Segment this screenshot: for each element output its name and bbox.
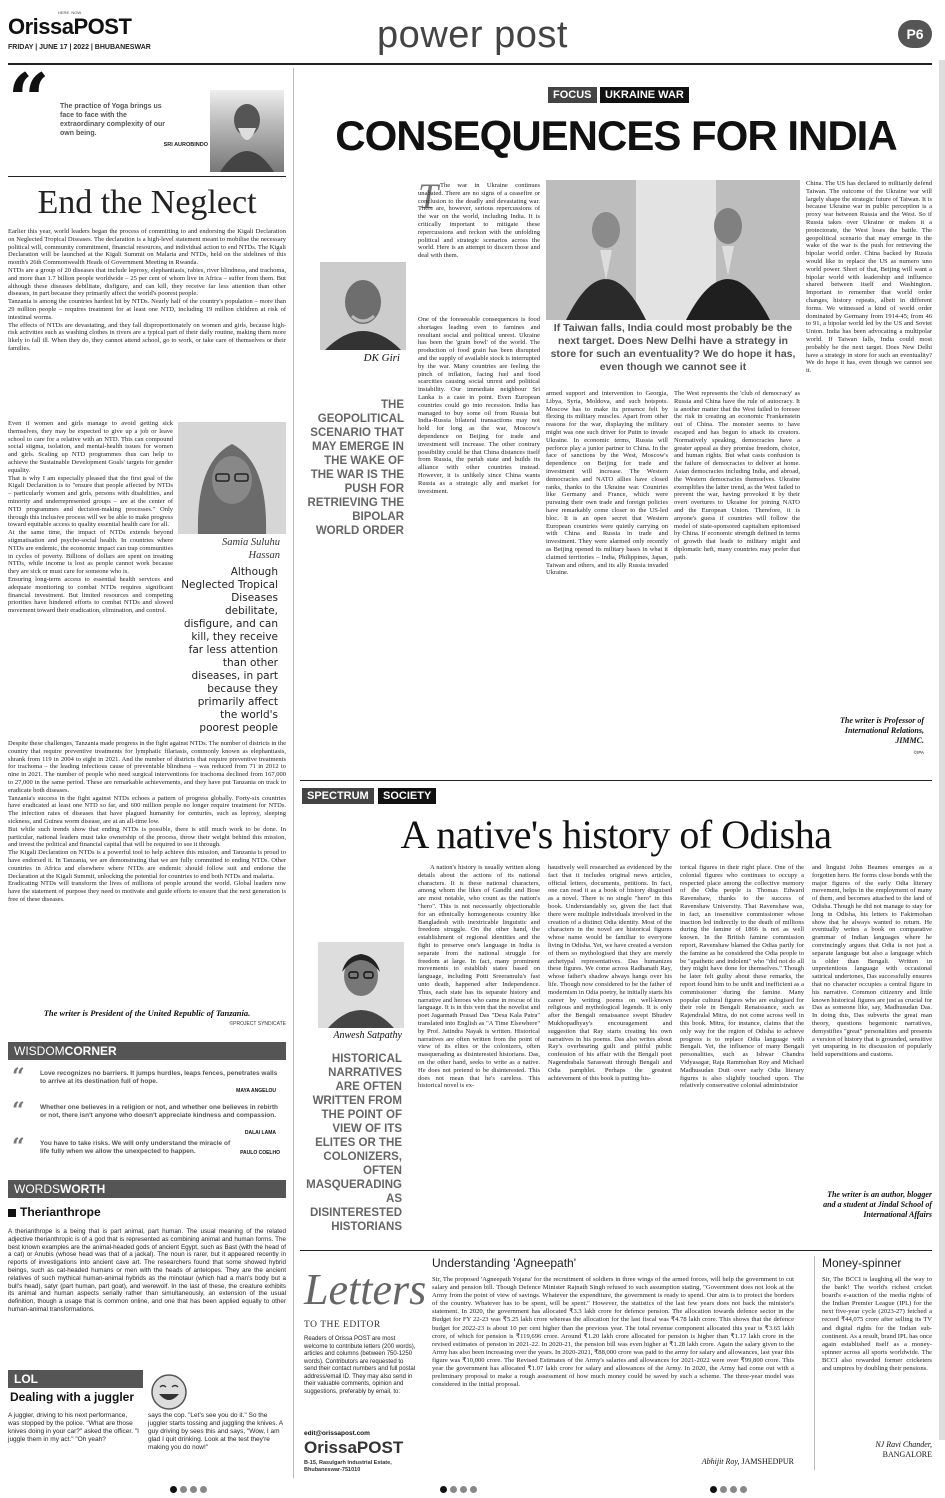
registration-marks — [710, 1486, 747, 1493]
focus-credit: ©IPA — [913, 750, 924, 755]
editorial-byline: Samia Suluhu Hassan — [221, 537, 280, 561]
word-bullet-icon — [8, 1209, 16, 1217]
editorial-para: Tanzania is among the countries hardest hit by NTDs. Nearly half of the country's population – more than 29 million people – requires treatment for at least one NTD, including 19 million children at risk of intestinal worms. — [8, 298, 286, 321]
focus-tag: FOCUS — [548, 87, 597, 103]
letter1-signature — [660, 1457, 794, 1466]
section-rule — [300, 1250, 932, 1251]
focus-headline: CONSEQUENCES FOR INDIA — [335, 112, 897, 159]
editorial-pullquote: Although Neglected Tropical Diseases debilitate, disfigure, and can kill, they receive far less attention than other diseases, in part because they primarily affect the world's poorest people — [181, 566, 278, 734]
lol-text-right: says the cop. "Let's see you do it." So the juggler starts tossing and juggling the knives. A guy driving by sees this and says, "Wow, I am glad I quit drinking. Look at the test they're making you do now!" — [148, 1412, 283, 1451]
masthead-rule — [8, 63, 932, 65]
editorial-para: Even if women and girls manage to avoid getting sick themselves, they may be expected to give up a job or leave school to care for a relative with an NTD. This can compound social stigma, isolation, and mental-health issues for women and girls. Scaling up NTD programmes thus can help to achieve the Sustainable Development Goals' targets for gender equality. — [8, 420, 173, 474]
letter2-place: BANGALORE — [882, 1450, 932, 1459]
word-definition: A therianthrope is a being that is part animal, part human. The usual meaning of the related adjective therianthropic is of a god that is represented as combining animal and human forms. The best known examples are the animal-headed gods of ancient Egypt, such as Bast (with the head of a cat) or Anubis (whose head was that of a jackal). The noun is rarer, but it appeared recently in reports of investigations into ancient cave art. The researchers found that some showed hybrid beings, such as cat-headed humans or men with the heads of antelopes. They are the ancient relatives of such mythical human-animal hybrids as the minotaur (which had a man's body but a bull's head), satyr (part human, part goat), and werewolf. In the last of these, the creature exhibits its animal and human aspects serially rather than simultaneously, an extension of the usual definition, though a usage that is common online, and one that has been applied equally to other human-animal transformations. — [8, 1228, 286, 1313]
letter2-title: Money-spinner — [822, 1256, 902, 1270]
editorial-para: But while such trends show that ending NTDs is possible, there is still much work to be done. In particular, national leaders must take ownership of the process, throw their weight behind this mission, and invest the political and financial capital that will be required to see it through. — [8, 825, 286, 849]
lol-box — [8, 1370, 286, 1480]
letters-title: Letters — [304, 1265, 427, 1314]
dropcap-t: T — [418, 176, 439, 216]
wisdom-quote-author: MAYA ANGELOU — [236, 1088, 276, 1094]
editorial-para: Ensuring long-term access to essential health services and adequate monitoring to combat NTDs requires significant financial investment. But limited resources and competing priorities have hindered efforts to combat NTDs and slowed movement toward their eradication, elimination, and control. — [8, 575, 173, 615]
letters-info: Readers of Orissa POST are most welcome to contribute letters (200 words), articles and columns (between 750-1250 words). Contributors are requested to send their contact numbers and full postal address/email ID. They may also send in their valuable comments, opinion and suggestions, preferably by email, to: — [304, 1336, 416, 1395]
letters-email[interactable]: edit@orissapost.com — [304, 1430, 370, 1437]
wisdom-header — [8, 1042, 286, 1060]
quote-author: SRI AUROBINDO — [163, 142, 208, 148]
quote-box — [8, 57, 286, 172]
page-number-badge: P6 — [898, 20, 932, 48]
brand-logo: OrissaPOST — [8, 14, 132, 39]
word-title: Therianthrope — [20, 1205, 101, 1219]
spectrum-col1: A nation's history is usually written along details about the actions of its national characters. It is these national characters, among whom the likes of Gandhi and Bose are most notable, who count as the nation's "hero". This is not necessarily objectionable for an ethnically homogeneous country like Bangladesh with inextricable linguistic and freedom struggle. On the other hand, the establishment of regional identities and the fight to preserve one's language in India is separate from the national struggle for freedom at large. In fact, many prominent movements to establish states based on language, including Potti Sreeramulu's fast unto death, happened after Independence. Thus, each state has its separate history and narrative and heroes who came in rescue of its language. It is in this vein that the novelist and poet Jagannath Prasad Das "Desa Kala Patra" translated into English as "A Time Elsewhere" by Prof. Jatindra Nayak is written. Historical narratives are often written from the point of view of its elites or the colonizers, often masquerading as disinterested historians. Das, on the other hand, seeks to write as a native. He does not pretend to be disinterested. This does not mean that he's careless. This historical novel is ex- — [418, 864, 540, 1090]
focus-col1: The war in Ukraine continues unabated. There are no signs of a ceasefire or conclusion to the deadly and devastating war. There are, however, serious repercussions of the war on the world, including India. It is critically important to mitigate these repercussions and reckon with the unfolding political and strategic scenarios across the world. Here is an attempt to discern those and deal with them. — [418, 182, 540, 260]
letter2-signature — [822, 1440, 932, 1460]
editorial-title: End the Neglect — [37, 184, 257, 221]
wisdom-quote-text: Whether one believes in a religion or not, and whether one believes in rebirth or not, there isn't anyone who doesn't appreciate kindness and compassion. — [40, 1104, 279, 1119]
editorial-para: Tanzania's success in the fight against NTDs echoes a pattern of progress globally. Forty-six countries have eradicated at least one NTD so far, and 600 million people no longer require treatment for NTDs. The infection rates of diseases that have plagued humanity for centuries, such as leprosy, sleeping sickness, and Guinea worm disease, are at an all-time low. — [8, 794, 286, 825]
column-divider — [293, 68, 294, 1478]
editorial-para: Eradicating NTDs will transform the lives of millions of people around the world. Global leaders now have the statement of purpose they need to motivate and guide efforts to ensure that the next generation is free of these diseases. — [8, 880, 286, 903]
letter1-place: JAMSHEDPUR — [741, 1457, 794, 1466]
letters-subtitle: TO THE EDITOR — [304, 1320, 381, 1330]
wordsworth-header-light: WORDS — [14, 1182, 60, 1196]
editorial-body-left — [8, 420, 173, 738]
focus-footer: The writer is Professor of International Relations, JIMMC. — [840, 716, 924, 745]
editorial-body-full — [8, 228, 286, 420]
lol-text-left: A juggler, driving to his next performance, was stopped by the police. "What are those knives doing in your car?" asked the officer. "I juggle them in my act." "Oh yeah? — [8, 1412, 139, 1443]
focus-byline: DK Giri — [363, 352, 400, 364]
spectrum-subtag: SOCIETY — [378, 788, 436, 804]
editorial-para: At the same time, the impact of NTDs extends beyond stigmatisation and psycho-social health. In countries where NTDs are endemic, the economic impact can trap communities in cycles of poverty. Billions of dollars are spent on treating NTDs, while income is lost as people cannot work because they are sick or must care for someone who is. — [8, 529, 173, 576]
editorial-footer: The writer is President of the United Republic of Tanzania. — [43, 1008, 251, 1018]
focus-col5: China. The US has declared to militarily defend Taiwan. The outcome of the Ukraine war will largely shape the strategic future of Taiwan. It is because Ukraine war in public perception is a proxy war between Russia and the West. So if Russia takes over Ukraine or makes it a protectorate, the West loses the battle. The geopolitical scenario that may emerge in the wake of the war is the push for retrieving the bipolar world order. China backed by Russia would like to replace the US as numero uno world power. Short of that, Beijing will want a bipolar world with leadership and influence shared between itself and Washington. Important to remember that world order changes, history repeats, albeit in different forms. We witnessed a kind of world order dominated by Germany from 1914-45; from 46 to 91, a bipolar world led by the US and Soviet Union. India has been advocating a multipolar world. If Taiwan falls, India could most probably be the next target. Does New Delhi have a strategy in store for such an eventuality? We do hope it has, even though we cannot see it. — [806, 180, 932, 375]
quote-text: The practice of Yoga brings us face to face with the extraordinary complexity of our own being. — [60, 103, 166, 137]
focus-col4: The West represents the 'club of democracy' as Russia and China have the rule of autocracy. It is another matter that the West failed to foresee the risk in creating an economic Frankenstein out of China. The monster seems to have escaped and has begun to attack its creators. Normatively speaking, democracies have a greater appeal as they promise freedom, choice, and human rights. But what casts confusion is the failure of democracies to deliver at home. Asian democracies including India, and abroad, the Western democracies themselves. Ukraine exemplifies the latter trend, as the West failed to prevent the war, having provoked it by their overt overtures to Ukraine for joining NATO and the European Union. Therefore, it is anyone's guess if countries will follow the model of state-sponsored capitalism epitomised by China. If economic strength defined in terms of growth that leads to military might and diplomatic heft, many countries may prefer that path. — [674, 390, 800, 561]
quote-mark-icon: “ — [8, 57, 50, 142]
lol-title: Dealing with a juggler — [10, 1390, 135, 1404]
focus-col2: One of the foreseeable consequences is food shortages leading even to famines and resultant social and political unrest. Ukraine has been the 'grain bowl' of the world. The production of food grain has been disrupted and the supply of available stock is interrupted by the war. Many countries are feeling the pinch of inflation, facing fuel and food scarcities causing social unrest and political instability. Our immediate neighbour Sri Lanka is a case in point. Even European countries could go into recession. India has managed to buy some oil from Russia but India-Russia bilateral transactions may not hold for long as the war, Moscow's dependence on Beijing for trade and investment will increase. The other contrary possibility could be that China distances itself from Russia, the pariah state and builds its alliance with other countries instead. However, it is unlikely since China wants Russia as a strategic ally and market for investment. — [418, 316, 540, 495]
putin-xi-photo — [546, 180, 800, 320]
editorial-para: That is why I am especially pleased that the first goal of the Kigali Declaration is to "ensure that people affected by NTDs – particularly women and girls, persons with disabilities, and minority and underrepresented groups – are at the center of NTD programmes and decision-making processes." Only through this inclusive process will we be able to make progress toward equitable access to quality essential health care for all. — [8, 474, 173, 529]
focus-col3: armed support and intervention to Georgia, Libya, Syria, Moldova, and such hotspots. Moscow has to make its presence felt by flexing its military muscles. Apart from other reasons for the war, displaying the military might was one such driver for Putin to invade Ukraine. In economic terms, Russia will perforce play a junior partner to China. In the face of sanctions by the West, Moscow's dependence on Beijing for trade and investment will increase. The Western democracies and NATO allies have closed ranks, thanks to the Ukraine war. Countries like Germany and France, which were pursuing their own trade and foreign policies have remarkably come closer to the US-led bloc. It is an open secret that Western European countries were quietly carrying on with China and Russia in trade and investment. They were alarmed only recently as Beijing opened its military bases in what it claimed territories – India, Philippines, Japan, Taiwan and others, and its ally Russia invaded Ukraine. — [546, 390, 668, 577]
wordsworth-header-bold: WORTH — [60, 1182, 106, 1196]
spectrum-byline: Anwesh Satpathy — [333, 1030, 402, 1041]
registration-marks — [170, 1486, 207, 1493]
editorial-top-rule — [8, 176, 286, 177]
laughing-emoji-icon — [148, 1372, 190, 1412]
wisdom-quote-icon: “ — [12, 1098, 25, 1124]
section-title: power post — [377, 14, 568, 56]
editorial-para: The Kigali Declaration on NTDs is a powerful tool to help achieve this mission, and Tanzania is proud to have endorsed it. In Tanzania, we are demonstrating that we are fully committed to ending NTDs. Other countries in Africa and elsewhere where NTDs are endemic should follow suit and endorse the Declaration at the Kigali Summit, unlocking the potential for countries to end both NTDs and malaria. — [8, 849, 286, 880]
anwesh-satpathy-portrait — [318, 942, 404, 1028]
focus-pullquote: THE GEOPOLITICAL SCENARIO THAT MAY EMERGE IN THE WAKE OF THE WAR IS THE PUSH FOR RETRIEVING THE BIPOLAR WORLD ORDER — [307, 399, 404, 537]
brand-tagline: HERE. NOW. — [58, 10, 83, 15]
wisdom-quote-text: You have to take risks. We will only understand the miracle of life fully when we allow the unexpected to happen. — [40, 1140, 231, 1155]
wisdom-header-bold: CORNER — [64, 1044, 117, 1058]
section-rule — [300, 780, 932, 781]
letter1-title: Understanding 'Agneepath' — [432, 1256, 577, 1270]
letter1-sign: Abhijit Roy, — [701, 1457, 740, 1466]
masthead — [0, 0, 945, 60]
spectrum-pullquote: HISTORICAL NARRATIVES ARE OFTEN WRITTEN FROM THE POINT OF VIEW OF ITS ELITES OR THE COLONIZERS, OFTEN MASQUERADING AS DISINTERESTED HISTORIANS — [306, 1053, 402, 1233]
wisdom-header-light: WISDOM — [14, 1044, 65, 1058]
spectrum-footer: The writer is an author, blogger and a student at Jindal School of International Affairs — [823, 1190, 932, 1219]
editorial-para: NTDs are a group of 20 diseases that include leprosy, elephantiasis, rabies, river blindness, and trachoma, and more than 1.7 billion people worldwide – 25 per cent of whom live in Africa – suffer from them. But although these diseases debilitate, disfigure, and can kill, they receive far less attention than other diseases, in part because they primarily affect the world's poorest people. — [8, 266, 286, 298]
spectrum-headline: A native's history of Odisha — [400, 812, 832, 857]
spectrum-col3: torical figures in their right place. One of the colonial figures who continues to occupy a respected place among the collective memory of the Odia people is Thomas Edward Ravenshaw, thanks to the success of Ravenshaw University. That Ravenshaw was, in fact, an insensitive commissioner whose inaction led indirectly to the death of millions during the famine of 1866 is not as well known. In the British famine commission report, Ravenshaw blamed the Odias partly for the famine as he considered the Odia people to be "apathetic and indolent" who "did not do all they might have done for themselves." Though he later felt guilty about these remarks, the report found him to be unfit and inefficient as a commissioner during the famine. Many popular cultural figures who are eulogised for their role in Bengali Renaissance, such as Rajendralal Mitra, do not come across well in this book. Mitra, for instance, claims that the only way for the region of Odisha to achieve progress is to replace Odia language with Bengali. Yet, the influence of many Bengali personalities, such as Ishwar Chandra Vidyasagar, Raja Rammohan Roy and Michael Madhusudan Dutt over early Odia literary figures is also slightly touched upon. The relatively conservative colonial administrator — [680, 864, 804, 1090]
spectrum-tag: SPECTRUM — [302, 788, 374, 804]
letters-address: B-15, Rasulgarh Industrial Estate, Bhubaneswar-751010 — [304, 1460, 392, 1473]
letters-panel — [300, 1256, 427, 1478]
spectrum-col4: and linguist John Beames emerges as a forgotten hero. He forms close bonds with the major figures of the early Odia literary movement, helps in the employment of many of them, and becomes attached to the land of Odisha. Though he did not manage to stay for long in Odisha, his letters to Fakirmohan show that he always wanted to return. He eventually writes a book on comparative grammar of Indian languages where he convincingly argues that Odia is not just a separate language but also a language which is older than Bengali. Written in unpretentious language with occasional satirical undertones, Das successfully ensures that no character occupies a central figure in his narrative. Common citizenry and little known historical figures are just as crucial for Das as someone like, say, Madhusudan Das. In doing this, Das subverts the great man theory, questions hegemonic narratives, demystifies "great" personalities and presents a version of history that is grounded, sensitive yet unsparing in its discussion of popularly held superstitions and customs. — [812, 864, 932, 1059]
editorial-para: Despite these challenges, Tanzania made progress in the fight against NTDs. The number of districts in the country that require preventive treatments for lymphatic filariasis, commonly known as elephantiasis, shrank from 119 in 2004 to eight in 2021. And the number of districts that require preventive treatments for trachoma – the leading infectious cause of preventable blindness – was reduced from 71 in 2012 to nine in 2021. The number of people who need surgical interventions for trachoma declined from 167,000 to 27,000 in the same period. These are remarkable achievements, and they have put Tanzania on track to eradicate both diseases. — [8, 740, 286, 794]
registration-marks — [440, 1486, 477, 1493]
editorial-para: The effects of NTDs are devastating, and they fall disproportionately on women and girls, because high-risk activities such as washing clothes in rivers are a typical part of their daily routine, making them more likely to fall ill. When they do, they cannot attend school, go to work, or take care of themselves or their families. — [8, 321, 286, 352]
editorial-para: Earlier this year, world leaders began the process of committing to and endorsing the Kigali Declaration on Neglected Tropical Diseases. The declaration is a high-level statement meant to mobilise the necessary political will, community commitment, financial resources, and individual action to end NTDs. The Kigali Declaration will be launched at the Kigali Summit on Malaria and NTDs, held on the sidelines of this month's 26th Commonwealth Heads of Government Meeting in Rwanda. — [8, 228, 286, 267]
editorial-credit: ©PROJECT SYNDICATE — [229, 1021, 286, 1027]
spectrum-col2: haustively well researched as evidenced by the fact that it includes original news articles, official letters, documents, petitions. In fact, one can read it as a book of history disguised as a novel. There is no single "hero" in this book. Understandably so, given the fact that there were multiple individuals involved in the creation of a distinct Odia identity. Most of the characters in the novel are historical figures whose name would be familiar to everyone living in Odisha. Yet, we have created a version of them so mythologised that they are merely archetypal representatives. Das humanizes these figures. We come across Radhanath Ray, whose father's shadow always hangs over his life. Though now considered to be the father of modernism in Odia poetry, he initially starts his career by writing poems on well-known religious and mythological legends. It is only after the Bengali renaissance swept Bhudev Mukhopadhyay's encouragement and suggestion that Ray starts creating his own narratives in his poems. Das also writes about Ray's overbearing guilt and pitiful public confession of his affair with the Bengali poet Nagendrabala Saraswati through Bengali and Odia pamphlet. Perhaps the greatest achievement of this book is putting his- — [548, 864, 672, 1082]
wordsworth-header — [8, 1180, 286, 1198]
letter1-body: Sir, The proposed 'Agneepath Yojana' for the recruitment of soldiers in three wings of the armed forces, will help the government to cut salary and pension bill. Though Defence Minister Rajnath Singh refused to such assumption stating, "Government does not look at the Army from the point of view of savings. Whatever the expenditure, the government is ready to spend. Our aim is to protect the borders of the country. Whatever has to be spent, will be spent." However, the statistics of the last few years does not back the minister's statement. In 2020, the government has allocated ₹3.3 lakh crore for defence pension. The allocation towards defence sector in the Budget for FY 22-23 was ₹5.25 lakh crore whereas the allocation for the last fiscal was ₹4.78 lakh crore. This shows that the defence budget for 2022-23 is about 10 per cent higher than the previous year. The total revenue component allocated this year is ₹3.65 lakh crore, of which for pension is ₹119,696 crore. Around ₹1.20 lakh crore allocated for pension is higher than ₹1.17 lakh crore in the revised estimates of pension in 2021-22. In 2020-21, the pension bill was even higher at ₹1.28 lakh crore. Again the salary given to the Army has also been increasing over the years. In 2020-2021, ₹88,000 crore was paid to the army for salary and allowances, last year this figure was ₹10,000 crore. The Revised Estimates of the Army's salaries and allowances for 2021-2022 were over ₹99,800 crore. This year the government has allocated ₹1.07 lakh crore for salary and allowances of the Army. In 2020, the Army had come out with a preliminary proposal to make a rough assessment of how much money could be saved by such a scheme. The three-year model was considered in the initial proposal. — [432, 1276, 794, 1389]
letters-divider — [814, 1256, 815, 1470]
lol-header: LOL — [8, 1370, 143, 1388]
wisdom-quote-icon: “ — [12, 1064, 25, 1090]
wisdom-quote-text: Love recognizes no barriers. It jumps hurdles, leaps fences, penetrates walls to arrive at its destination full of hope. — [40, 1070, 278, 1085]
wisdom-quote-icon: “ — [12, 1134, 25, 1160]
focus-subtag: UKRAINE WAR — [600, 87, 689, 103]
focus-photo-caption: If Taiwan falls, India could most probably be the next target. Does New Delhi have a strategy in store for such an eventuality? We do hope it has, even though we cannot see it — [550, 322, 796, 373]
wordsworth — [8, 1180, 286, 1360]
samia-hassan-portrait — [178, 422, 286, 534]
letter2-body: Sir, The BCCI is laughing all the way to the bank! The world's richest cricket board's e-auction of the media rights of the Indian Premier League (IPL) for the next five-year cycle (2023-27) fetched a record ₹44,075 crore after selling its TV and digital rights for the Indian sub-continent. As a result, brand IPL has once again established itself as a money-spinner across all sports worldwide. The BCCI also rewarded former cricketers and umpires by doubling their pensions. — [822, 1276, 932, 1373]
letter2-sign: NJ Ravi Chander, — [875, 1440, 932, 1449]
wisdom-corner — [8, 1042, 286, 1160]
page-edge-strip — [939, 60, 945, 1440]
letters-brand-logo: OrissaPOST — [304, 1438, 404, 1457]
wisdom-quote-author: DALAI LAMA — [244, 1130, 276, 1136]
wisdom-quote-author: PAULO COELHO — [240, 1150, 280, 1156]
dateline: FRIDAY | JUNE 17 | 2022 | BHUBANESWAR — [8, 44, 151, 51]
editorial-body-bottom — [8, 740, 286, 1008]
dk-giri-portrait — [320, 262, 406, 350]
aurobindo-portrait — [210, 90, 284, 172]
